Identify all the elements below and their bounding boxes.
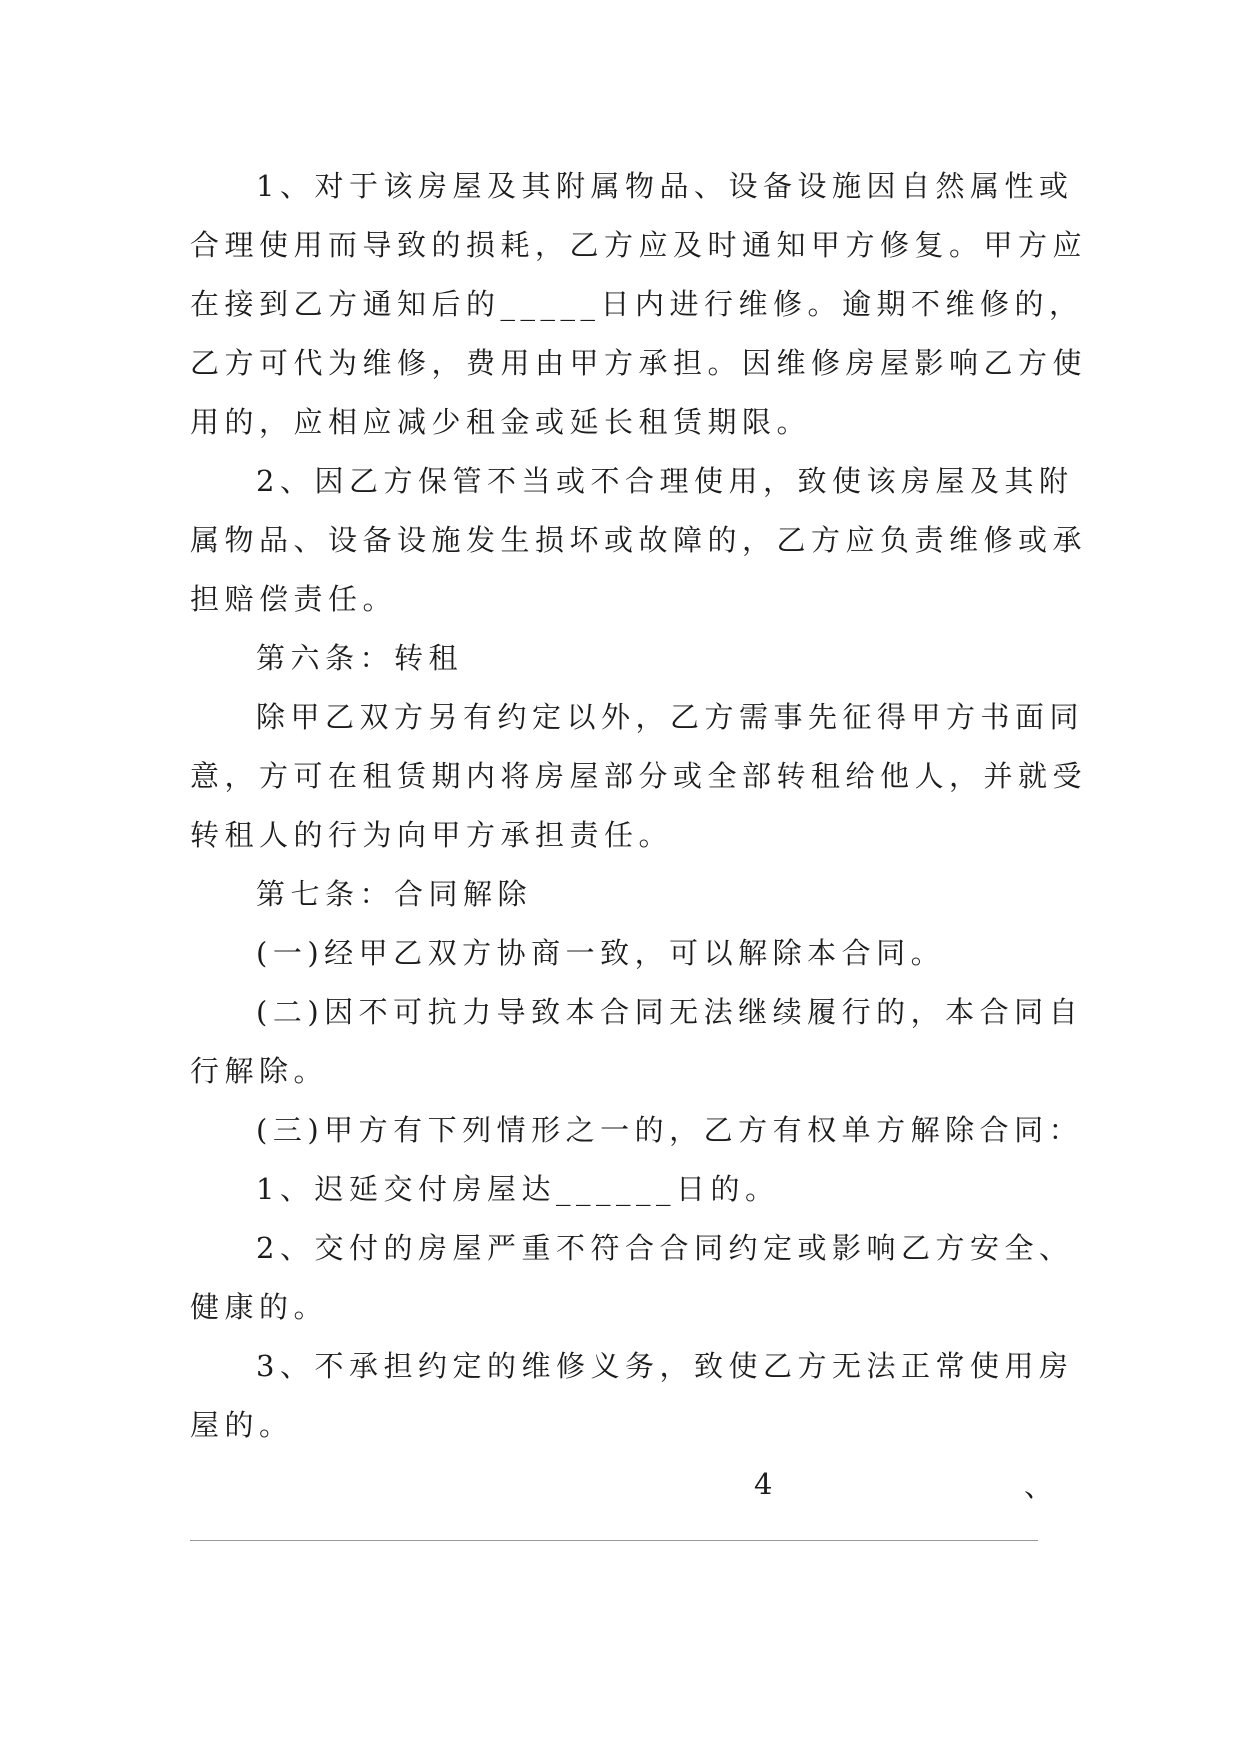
paragraph-line: 行解除。 <box>190 1054 329 1088</box>
paragraph-line: 2、交付的房屋严重不符合合同约定或影响乙方安全、 <box>256 1231 1074 1265</box>
paragraph-line: 乙方可代为维修，费用由甲方承担。因维修房屋影响乙方使 <box>190 346 1088 380</box>
paragraph-line: (三)甲方有下列情形之一的，乙方有权单方解除合同： <box>256 1113 1084 1147</box>
paragraph-line: 屋的。 <box>190 1408 294 1442</box>
paragraph-line: 1、对于该房屋及其附属物品、设备设施因自然属性或 <box>256 169 1074 203</box>
paragraph-line: 1、迟延交付房屋达______日的。 <box>256 1172 780 1206</box>
paragraph-line: 在接到乙方通知后的_____日内进行维修。逾期不维修的， <box>190 287 1084 321</box>
blank-fill-line <box>190 1540 1038 1541</box>
paragraph-line: 转租人的行为向甲方承担责任。 <box>190 818 674 852</box>
paragraph-line: 担赔偿责任。 <box>190 582 398 616</box>
paragraph-line: 2、因乙方保管不当或不合理使用，致使该房屋及其附 <box>256 464 1074 498</box>
paragraph-line: 属物品、设备设施发生损坏或故障的，乙方应负责维修或承 <box>190 523 1088 557</box>
paragraph-line: 3、不承担约定的维修义务，致使乙方无法正常使用房 <box>256 1349 1074 1383</box>
paragraph-line: 合理使用而导致的损耗，乙方应及时通知甲方修复。甲方应 <box>190 228 1088 262</box>
paragraph-line: (一)经甲乙双方协商一致，可以解除本合同。 <box>256 936 946 970</box>
item-separator: 、 <box>1024 1469 1054 1503</box>
section-heading: 第七条：合同解除 <box>256 877 533 911</box>
paragraph-line: 意，方可在租赁期内将房屋部分或全部转租给他人，并就受 <box>190 759 1088 793</box>
paragraph-line: (二)因不可抗力导致本合同无法继续履行的，本合同自 <box>256 995 1084 1029</box>
paragraph-line: 用的，应相应减少租金或延长租赁期限。 <box>190 405 812 439</box>
paragraph-line: 健康的。 <box>190 1290 329 1324</box>
paragraph-line: 除甲乙双方另有约定以外，乙方需事先征得甲方书面同 <box>256 700 1085 734</box>
section-heading: 第六条：转租 <box>256 641 464 675</box>
item-number: 4 <box>754 1467 773 1501</box>
